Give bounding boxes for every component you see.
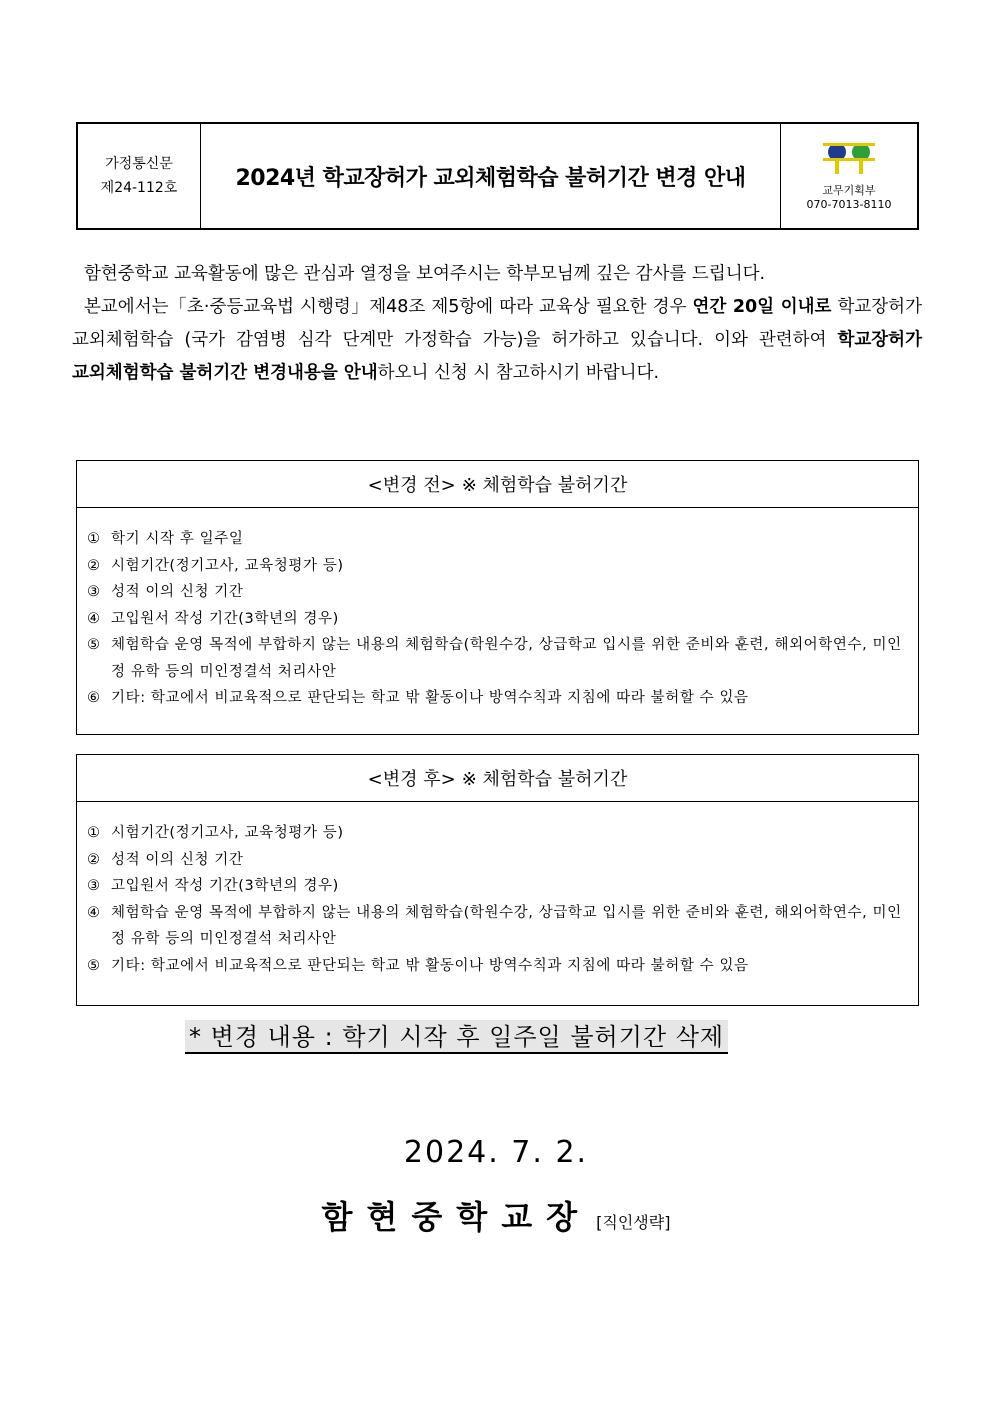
list-item	[87, 900, 908, 953]
document-date: 2024. 7. 2.	[403, 1135, 589, 1170]
item-text: 성적 이의 신청 기간	[111, 584, 244, 600]
signer-block	[0, 1192, 992, 1238]
item-text: 기타: 학교에서 비교육적으로 판단되는 학교 밖 활동이나 방역수칙과 지침에 따라 불허할 수 있음	[111, 690, 749, 706]
doc-type: 가정통신문	[105, 156, 173, 172]
document-title: 2024년 학교장허가 교외체험학습 불허기간 변경 안내	[235, 165, 746, 191]
list-item	[87, 553, 908, 580]
item-number: ①	[87, 825, 101, 841]
item-text: 성적 이의 신청 기간	[111, 851, 244, 868]
before-item-list	[77, 508, 918, 712]
doc-info-cell	[78, 124, 201, 228]
list-item	[87, 953, 908, 980]
list-item	[87, 526, 908, 553]
intro-bold-annual-limit: 연간 20일 이내로	[692, 297, 832, 317]
school-logo-icon	[821, 140, 877, 178]
list-item	[87, 873, 908, 900]
intro-text-a: 본교에서는「초·중등교육법 시행령」제48조 제5항에 따라 교육상 필요한 경우	[84, 297, 693, 317]
seal-note: [직인생략]	[596, 1213, 671, 1232]
list-item	[87, 579, 908, 606]
item-number: ②	[87, 557, 101, 574]
item-number: ③	[87, 584, 101, 600]
list-item	[87, 632, 908, 685]
dept-name: 교무기획부	[822, 184, 876, 197]
before-subheading: ※ 체험학습 불허기간	[461, 475, 628, 496]
before-change-box	[76, 460, 919, 735]
list-item	[87, 847, 908, 874]
item-number: ④	[87, 904, 101, 921]
after-change-box	[76, 754, 919, 1006]
item-text: 기타: 학교에서 비교육적으로 판단되는 학교 밖 활동이나 방역수칙과 지침에 따라 불허할 수 있음	[111, 957, 749, 974]
intro-text-b: 학교장허가 교외체험학습 (국가 감염병 심각 단계만 가정학습 가능)을 허가하고 있습니다. 이와 관련하여	[72, 297, 922, 350]
list-item	[87, 685, 908, 712]
dept-phone: 070-7013-8110	[806, 198, 892, 211]
item-number: ③	[87, 878, 101, 894]
intro-text-c: 하오니 신청 시 참고하시기 바랍니다.	[377, 363, 660, 383]
item-text: 체험학습 운영 목적에 부합하지 않는 내용의 체험학습(학원수강, 상급학교 입시를 위한 준비와 훈련, 해외어학연수, 미인정 유학 등의 미인정결석 처리사안	[111, 904, 902, 947]
list-item	[87, 820, 908, 847]
document-header	[76, 122, 919, 230]
item-number: ⑤	[87, 637, 101, 653]
item-number: ⑤	[87, 957, 101, 974]
doc-number: 제24-112호	[100, 180, 178, 196]
list-item	[87, 606, 908, 633]
item-text: 고입원서 작성 기간(3학년의 경우)	[111, 610, 339, 627]
intro-line-1: 함현중학교 교육활동에 많은 관심과 열정을 보여주시는 학부모님께 깊은 감사를 드립니다.	[84, 264, 766, 284]
item-number: ②	[87, 851, 101, 868]
item-text: 체험학습 운영 목적에 부합하지 않는 내용의 체험학습(학원수강, 상급학교 입시를 위한 준비와 훈련, 해외어학연수, 미인정 유학 등의 미인정결석 처리사안	[111, 637, 902, 680]
signer-name: 함현중학교장	[321, 1198, 592, 1236]
after-heading-label: <변경 후>	[367, 769, 456, 790]
intro-line-2	[72, 291, 922, 390]
item-number: ①	[87, 531, 101, 547]
item-number: ④	[87, 610, 101, 627]
item-text: 시험기간(정기고사, 교육청평가 등)	[111, 557, 344, 574]
after-box-heading	[77, 755, 918, 802]
before-box-heading	[77, 461, 918, 508]
item-text: 시험기간(정기고사, 교육청평가 등)	[111, 825, 344, 841]
intro-paragraph	[72, 258, 922, 390]
before-heading-label: <변경 전>	[367, 475, 456, 496]
after-item-list	[77, 802, 918, 979]
change-summary: * 변경 내용 : 학기 시작 후 일주일 불허기간 삭제	[185, 1020, 728, 1054]
item-text: 학기 시작 후 일주일	[111, 531, 244, 547]
intro-bold-change-notice: 학교장허가 교외체험학습 불허기간 변경내용을 안내	[72, 330, 922, 383]
item-number: ⑥	[87, 690, 101, 706]
item-text: 고입원서 작성 기간(3학년의 경우)	[111, 878, 339, 894]
dept-cell	[780, 124, 917, 228]
after-subheading: ※ 체험학습 불허기간	[461, 769, 628, 790]
